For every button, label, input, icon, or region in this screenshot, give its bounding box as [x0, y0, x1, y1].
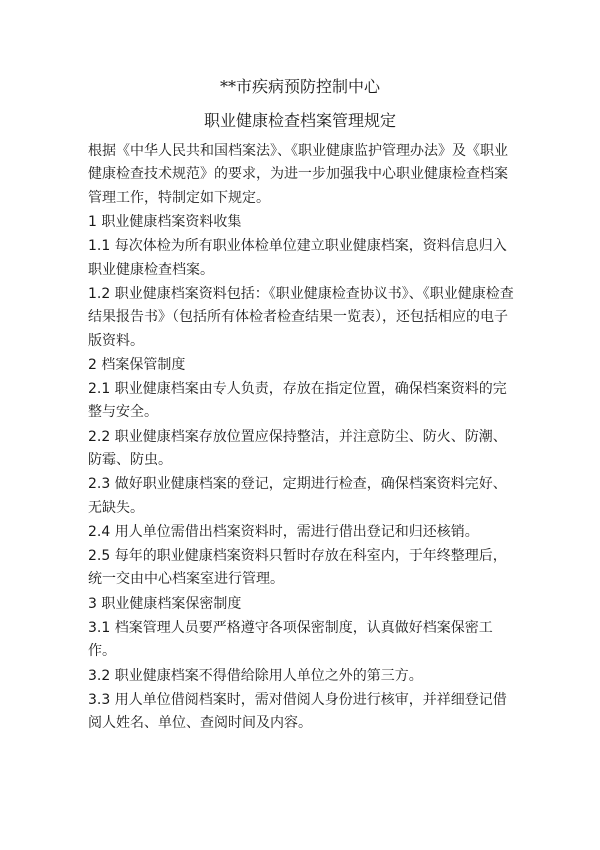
organization-title: **市疾病预防控制中心	[219, 77, 380, 96]
section-heading-3: 3 职业健康档案保密制度	[88, 595, 242, 612]
section-heading-1: 1 职业健康档案资料收集	[88, 214, 242, 231]
clause-1-1: 1.1 每次体检为所有职业体检单位建立职业健康档案，资料信息归入职业健康检查档案。	[88, 238, 507, 278]
clause-2-2: 2.2 职业健康档案存放位置应保持整洁，并注意防尘、防火、防潮、防霉、防虫。	[88, 428, 507, 469]
clause-1-2: 1.2 职业健康档案资料包括：《职业健康检查协议书》、《职业健康检查结果报告书》（包括所有体检者检查结果一览表），还包括相应的电子版资料。	[88, 285, 514, 349]
clause-2-4: 2.4 用人单位需借出档案资料时，需进行借出登记和归还核销。	[88, 523, 479, 540]
intro-paragraph: 根据《中华人民共和国档案法》、《职业健康监护管理办法》及《职业健康检查技术规范》的要求，为进一步加强我中心职业健康检查档案管理工作，特制定如下规定。	[88, 143, 508, 206]
clause-3-2: 3.2 职业健康档案不得借给除用人单位之外的第三方。	[88, 667, 423, 684]
clause-2-5: 2.5 每年的职业健康档案资料只暂时存放在科室内，于年终整理后，统一交由中心档案室进行管理。	[88, 548, 507, 588]
clause-2-3: 2.3 做好职业健康档案的登记，定期进行检查，确保档案资料完好、无缺失。	[88, 476, 507, 516]
clause-3-3: 3.3 用人单位借阅档案时，需对借阅人身份进行核审，并祥细登记借阅人姓名、单位、查阅时间及内容。	[88, 691, 507, 732]
document-body	[88, 140, 520, 736]
section-heading-2: 2 档案保管制度	[88, 356, 186, 373]
clause-2-1: 2.1 职业健康档案由专人负责，存放在指定位置，确保档案资料的完整与安全。	[88, 381, 507, 421]
document-title: 职业健康检查档案管理规定	[203, 111, 396, 130]
clause-3-1: 3.1 档案管理人员要严格遵守各项保密制度，认真做好档案保密工作。	[88, 619, 493, 660]
